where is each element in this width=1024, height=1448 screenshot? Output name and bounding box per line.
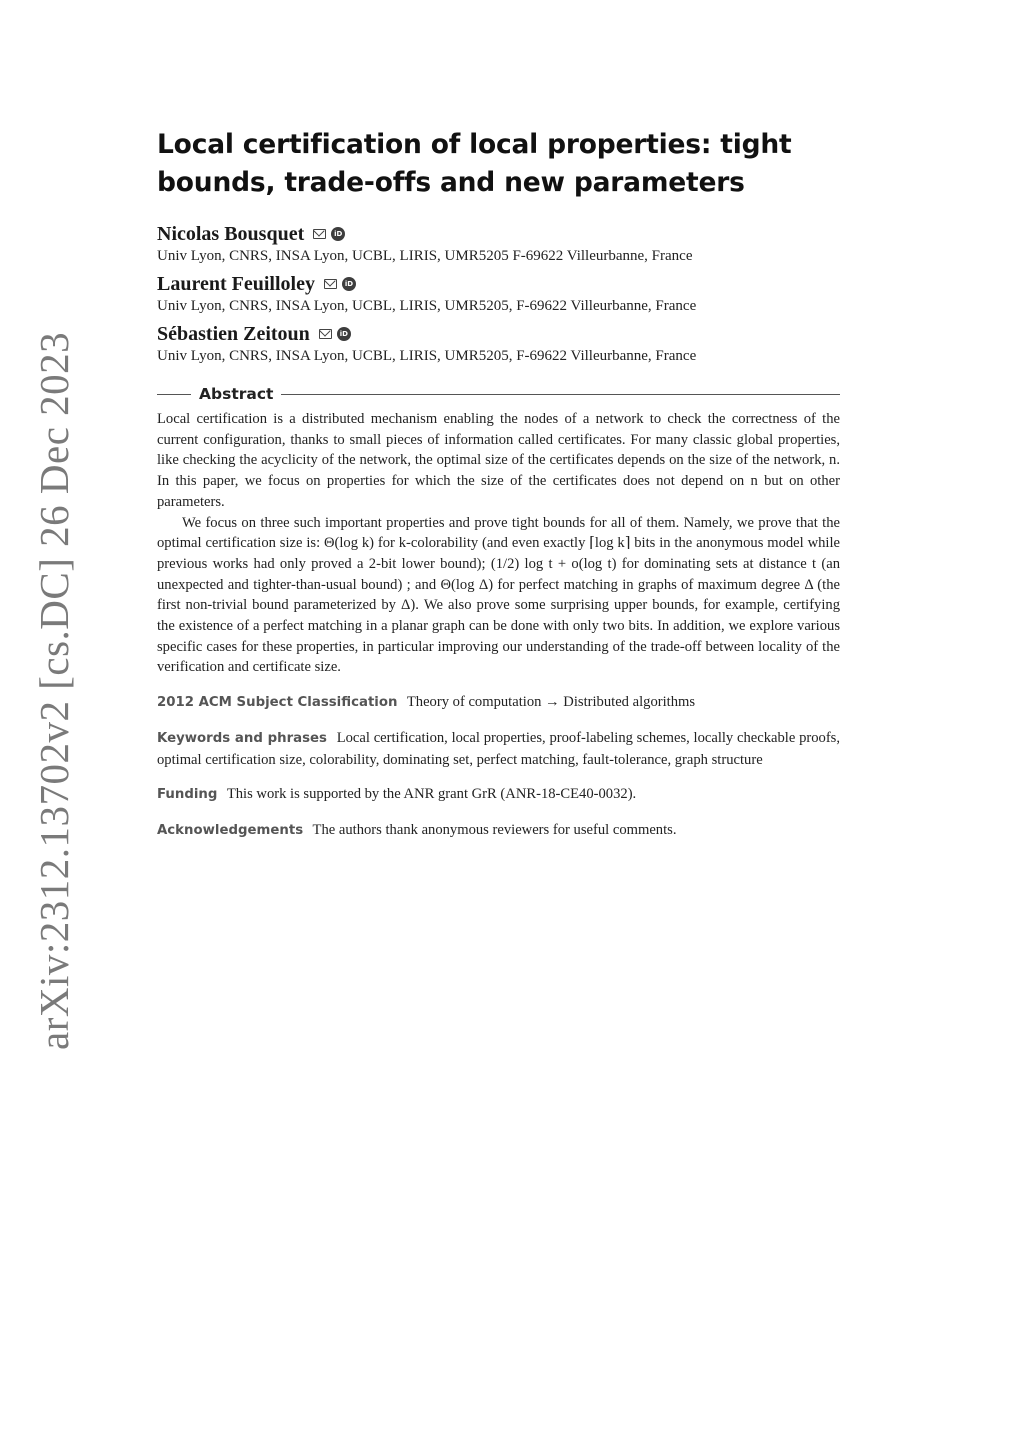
paper-first-page [157, 126, 840, 856]
author-affiliation: Univ Lyon, CNRS, INSA Lyon, UCBL, LIRIS, UMR5205, F-69622 Villeurbanne, France [157, 298, 697, 314]
metadata-section [157, 692, 840, 842]
author-name: Nicolas Bousquet [157, 223, 305, 245]
arxiv-identifier: arXiv:2312.13702v2 [cs.DC] 26 Dec 2023 [31, 331, 77, 1050]
funding-label: Funding [157, 787, 218, 803]
orcid-icon[interactable]: iD [331, 227, 345, 241]
author-affiliation: Univ Lyon, CNRS, INSA Lyon, UCBL, LIRIS, UMR5205, F-69622 Villeurbanne, France [157, 348, 697, 364]
abstract-paragraph: Local certification is a distributed mechanism enabling the nodes of a network to check the correctness of the current configuration, thanks to small pieces of information called certificates. For many classic global properties, like checking the acyclicity of the network, the optimal size of the certificates depends on the size of the network, n. In this paper, we focus on properties for which the size of the certificates does not depend on n but on other parameters. [157, 411, 840, 510]
orcid-icon[interactable]: iD [337, 327, 351, 341]
mail-icon[interactable] [324, 279, 337, 289]
divider [281, 394, 840, 395]
orcid-icon[interactable]: iD [342, 277, 356, 291]
abstract-text [157, 409, 840, 678]
author-entry [157, 322, 840, 366]
author-entry [157, 272, 840, 316]
mail-icon[interactable] [319, 329, 332, 339]
acm-classification [157, 692, 840, 714]
mail-icon[interactable] [313, 229, 326, 239]
abstract-paragraph: We focus on three such important properties and prove tight bounds for all of them. Namely, we prove that the optimal certification size is: Θ(log k) for k-colorability (and even exactly ⌈log k⌉ bits in the anonymous model while previous works had only proved a 2-bit lower bound); (1/2) log t + o(log t) for dominating sets at distance t (an unexpected and tighter-than-usual bound) ; and Θ(log Δ) for perfect matching in graphs of maximum degree Δ (the first non-trivial bound parameterized by Δ). We also prove some surprising upper bounds, for example, certifying the existence of a perfect matching in a planar graph can be done with only two bits. In addition, we explore various specific cases for these properties, in particular improving our understanding of the trade-off between locality of the verification and certificate size. [157, 514, 840, 676]
divider [157, 394, 191, 395]
keywords [157, 728, 840, 770]
author-entry [157, 222, 840, 266]
acm-text: Theory of computation → Distributed algorithms [406, 694, 696, 711]
funding-text: This work is supported by the ANR grant GrR (ANR-18-CE40-0032). [226, 786, 637, 803]
author-affiliation: Univ Lyon, CNRS, INSA Lyon, UCBL, LIRIS, UMR5205 F-69622 Villeurbanne, France [157, 248, 693, 264]
acknowledgements-label: Acknowledgements [157, 822, 304, 838]
author-list [157, 222, 840, 366]
acknowledgements [157, 820, 840, 842]
keywords-text: Local certification, local properties, proof-labeling schemes, locally checkable proofs, optimal certification size, colorability, dominating set, perfect matching, fault-tolerance, graph structure [157, 729, 841, 768]
funding [157, 784, 840, 806]
author-name: Sébastien Zeitoun [157, 323, 310, 345]
keywords-label: Keywords and phrases [157, 730, 327, 746]
paper-title: Local certification of local properties: tight bounds, trade-offs and new parameters [157, 129, 792, 198]
author-name: Laurent Feuilloley [157, 273, 315, 295]
abstract-heading [157, 384, 840, 404]
acknowledgements-text: The authors thank anonymous reviewers for useful comments. [312, 821, 677, 838]
abstract-label: Abstract [199, 385, 274, 403]
acm-label: 2012 ACM Subject Classification [157, 695, 398, 711]
